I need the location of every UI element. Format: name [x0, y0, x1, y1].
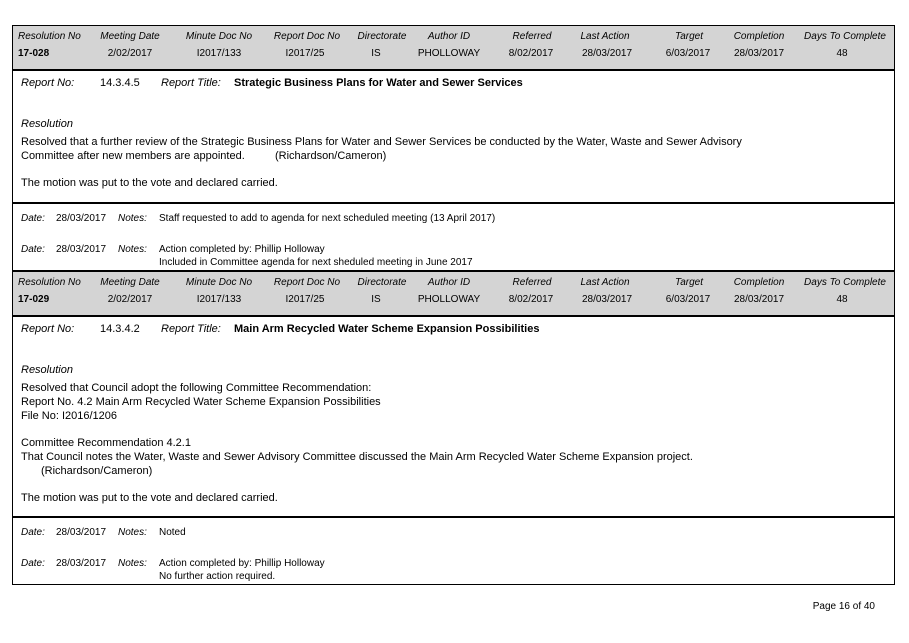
header-label-author-id: Author ID: [427, 277, 471, 288]
minute-doc-no: I2017/133: [196, 294, 242, 305]
motion-result: The motion was put to the vote and declared carried.: [21, 177, 278, 189]
days-to-complete: 48: [836, 48, 848, 59]
report-doc-no: I2017/25: [285, 48, 325, 59]
report-title: Strategic Business Plans for Water and Sewer Services: [234, 77, 523, 89]
completion-date: 28/03/2017: [733, 294, 785, 305]
header-label-report-doc-no: Report Doc No: [273, 277, 341, 288]
note-date-label: Date:: [21, 558, 45, 569]
completion-date: 28/03/2017: [733, 48, 785, 59]
directorate: IS: [371, 294, 381, 305]
report-no-label: Report No:: [21, 323, 75, 335]
note-text: Included in Committee agenda for next sheduled meeting in June 2017: [159, 257, 473, 268]
record-body: [12, 315, 895, 517]
resolution-text-line: Resolved that Council adopt the following Committee Recommendation:: [21, 382, 372, 394]
note-text: No further action required.: [159, 571, 276, 582]
header-label-days-to-complete: Days To Complete: [804, 277, 886, 288]
header-label-directorate: Directorate: [357, 31, 407, 42]
mover-seconder: (Richardson/Cameron): [275, 150, 387, 162]
record-header: [12, 25, 895, 71]
report-no: 14.3.4.2: [100, 323, 140, 335]
target-date: 6/03/2017: [665, 294, 711, 305]
resolution-text-line: Report No. 4.2 Main Arm Recycled Water Scheme Expansion Possibilities: [21, 396, 381, 408]
resolution-text-line: Resolved that a further review of the Strategic Business Plans for Water and Sewer Services be conducted by the Water, Waste and Sewer Advisory: [21, 136, 742, 148]
last-action-date: 28/03/2017: [581, 48, 633, 59]
report-no-label: Report No:: [21, 77, 75, 89]
header-label-target: Target: [675, 31, 703, 42]
resolution-number: 17-029: [18, 294, 50, 305]
action-notes: [12, 202, 895, 271]
header-label-last-action: Last Action: [580, 31, 630, 42]
header-label-last-action: Last Action: [580, 277, 630, 288]
header-label-meeting-date: Meeting Date: [100, 31, 160, 42]
resolution-heading: Resolution: [21, 364, 73, 376]
action-notes: [12, 516, 895, 585]
resolution-text-line: File No: I2016/1206: [21, 410, 118, 422]
header-label-resolution-no: Resolution No: [18, 31, 81, 42]
note-date: 28/03/2017: [56, 527, 107, 538]
last-action-date: 28/03/2017: [581, 294, 633, 305]
header-label-minute-doc-no: Minute Doc No: [185, 277, 253, 288]
record-body: [12, 69, 895, 203]
header-label-target: Target: [675, 277, 703, 288]
note-date: 28/03/2017: [56, 213, 107, 224]
referred-date: 8/02/2017: [508, 48, 554, 59]
page-number: Page 16 of 40: [812, 601, 875, 612]
notes-label: Notes:: [118, 244, 147, 255]
minute-doc-no: I2017/133: [196, 48, 242, 59]
target-date: 6/03/2017: [665, 48, 711, 59]
header-label-referred: Referred: [512, 277, 552, 288]
notes-label: Notes:: [118, 558, 147, 569]
report-title-label: Report Title:: [161, 77, 221, 89]
note-text: Noted: [159, 527, 186, 538]
report-no: 14.3.4.5: [100, 77, 140, 89]
note-date: 28/03/2017: [56, 244, 107, 255]
header-label-meeting-date: Meeting Date: [100, 277, 160, 288]
motion-result: The motion was put to the vote and declared carried.: [21, 492, 278, 504]
resolution-number: 17-028: [18, 48, 50, 59]
resolution-text-line: Committee after new members are appointed.: [21, 150, 245, 162]
days-to-complete: 48: [836, 294, 848, 305]
header-label-report-doc-no: Report Doc No: [273, 31, 341, 42]
header-label-directorate: Directorate: [357, 277, 407, 288]
referred-date: 8/02/2017: [508, 294, 554, 305]
resolution-text-line: Committee Recommendation 4.2.1: [21, 437, 191, 449]
header-label-completion: Completion: [733, 31, 785, 42]
note-date-label: Date:: [21, 213, 45, 224]
meeting-date: 2/02/2017: [107, 294, 153, 305]
report-title: Main Arm Recycled Water Scheme Expansion Possibilities: [234, 323, 540, 335]
header-label-author-id: Author ID: [427, 31, 471, 42]
notes-label: Notes:: [118, 527, 147, 538]
note-date: 28/03/2017: [56, 558, 107, 569]
directorate: IS: [371, 48, 381, 59]
mover-seconder: (Richardson/Cameron): [41, 465, 153, 477]
header-label-minute-doc-no: Minute Doc No: [185, 31, 253, 42]
note-date-label: Date:: [21, 244, 45, 255]
meeting-date: 2/02/2017: [107, 48, 153, 59]
notes-label: Notes:: [118, 213, 147, 224]
resolution-heading: Resolution: [21, 118, 73, 130]
report-title-label: Report Title:: [161, 323, 221, 335]
note-text: Action completed by: Phillip Holloway: [159, 558, 325, 569]
header-label-days-to-complete: Days To Complete: [804, 31, 886, 42]
resolution-text-line: That Council notes the Water, Waste and Sewer Advisory Committee discussed the Main Arm Recycled Water Scheme Expansion project.: [21, 451, 693, 463]
header-label-completion: Completion: [733, 277, 785, 288]
note-text: Staff requested to add to agenda for next scheduled meeting (13 April 2017): [159, 213, 496, 224]
author-id: PHOLLOWAY: [417, 294, 481, 305]
author-id: PHOLLOWAY: [417, 48, 481, 59]
note-text: Action completed by: Phillip Holloway: [159, 244, 325, 255]
note-date-label: Date:: [21, 527, 45, 538]
report-doc-no: I2017/25: [285, 294, 325, 305]
header-label-referred: Referred: [512, 31, 552, 42]
record-header: [12, 271, 895, 317]
header-label-resolution-no: Resolution No: [18, 277, 81, 288]
